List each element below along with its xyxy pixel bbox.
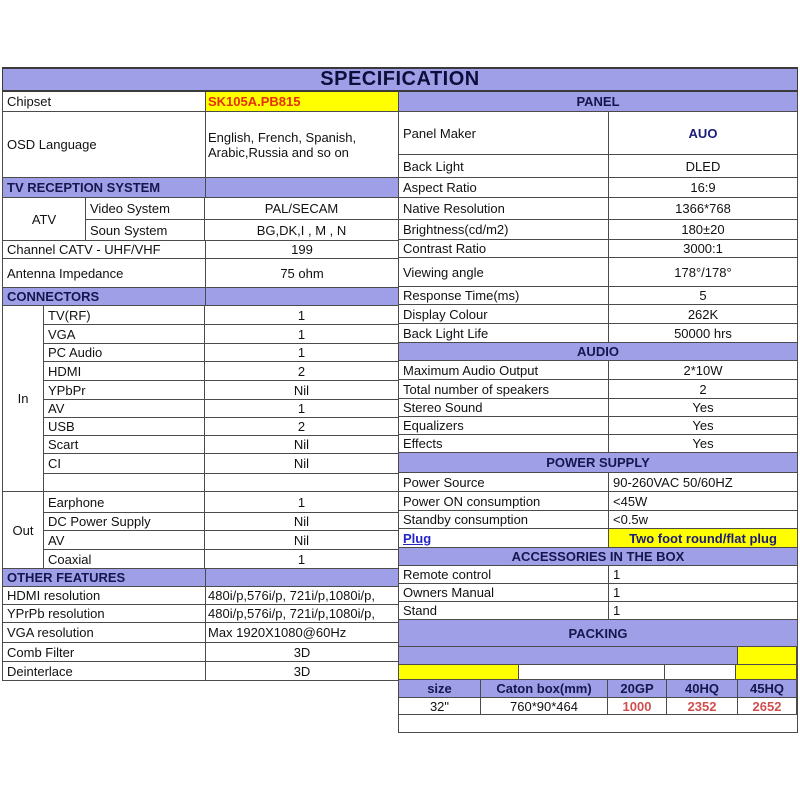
packing-spacer-purple-cell	[399, 647, 738, 664]
atv-group	[3, 198, 398, 241]
ypbpr-in-value: Nil	[293, 382, 310, 398]
packing-spacer-row-1	[399, 647, 797, 665]
vga-resolution-label: VGA resolution	[3, 623, 206, 642]
atv-group-rows	[86, 198, 398, 240]
packing-spacer-yellow-cell-left	[399, 665, 519, 679]
packing-bottom-empty-cell	[399, 715, 797, 732]
connectors-in-group	[3, 306, 398, 492]
ypbpr-in-label: YPbPr	[44, 381, 205, 399]
power-on-consumption-label: Power ON consumption	[399, 492, 609, 510]
contrast-ratio-label: Contrast Ratio	[399, 240, 609, 257]
av-in-value: 1	[297, 401, 306, 416]
row-in-empty	[44, 474, 398, 491]
stand-value: 1	[613, 603, 621, 618]
back-light-value: DLED	[685, 158, 721, 174]
row-scart-in	[44, 436, 398, 454]
comb-filter-label: Comb Filter	[3, 643, 206, 661]
total-speakers-value: 2	[699, 381, 707, 397]
antenna-impedance-value: 75 ohm	[280, 265, 324, 281]
in-empty-label	[44, 474, 205, 491]
back-light-life-label: Back Light Life	[399, 324, 609, 342]
brightness-value: 180±20	[681, 222, 725, 237]
section-power-supply	[399, 453, 797, 473]
video-system-label: Video System	[86, 198, 205, 219]
hdmi-in-value: 2	[297, 363, 306, 379]
packing-spacer-white-cell-1	[519, 665, 665, 679]
earphone-label: Earphone	[44, 492, 205, 512]
standby-consumption-label: Standby consumption	[399, 511, 609, 528]
packing-spacer-yellow-cell-right	[738, 647, 797, 664]
sound-system-value: BG,DK,I , M , N	[256, 222, 347, 238]
table-columns	[2, 92, 798, 733]
left-column	[2, 92, 398, 681]
section-other-features	[3, 569, 398, 587]
osd-language-label: OSD Language	[3, 112, 206, 177]
aspect-ratio-value: 16:9	[690, 180, 716, 195]
section-packing	[399, 620, 797, 647]
section-tv-reception	[3, 178, 398, 198]
row-tv-rf	[44, 306, 398, 325]
equalizers-value: Yes	[692, 418, 714, 433]
packing-spacer-white-cell-2	[665, 665, 736, 679]
contrast-ratio-value: 3000:1	[683, 241, 723, 256]
row-ypbpr-in	[44, 381, 398, 400]
dc-power-supply-value: Nil	[293, 514, 310, 529]
packing-spacer-yellow-cell-right-2	[736, 665, 797, 679]
section-audio	[399, 343, 797, 361]
row-hdmi-in	[44, 362, 398, 381]
row-comb-filter	[3, 643, 398, 662]
row-native-resolution	[399, 198, 797, 220]
row-dc-power-supply	[44, 513, 398, 531]
plug-value: Two foot round/flat plug	[609, 529, 797, 547]
packing-header: PACKING	[399, 620, 797, 646]
row-plug	[399, 529, 797, 548]
connectors-header: CONNECTORS	[3, 288, 206, 305]
row-vga-resolution	[3, 623, 398, 643]
row-max-audio-output	[399, 361, 797, 380]
power-source-label: Power Source	[399, 473, 609, 491]
packing-bottom-empty-row	[399, 715, 797, 733]
scart-in-value: Nil	[293, 437, 310, 452]
display-colour-label: Display Colour	[399, 305, 609, 323]
chipset-value: SK105A.PB815	[206, 92, 398, 111]
osd-language-value: English, French, Spanish, Arabic,Russia and so on	[208, 129, 357, 160]
coaxial-value: 1	[297, 551, 306, 567]
packing-col-size: size	[399, 680, 481, 697]
row-contrast-ratio	[399, 240, 797, 258]
out-group-label: Out	[3, 492, 44, 568]
row-pc-audio	[44, 344, 398, 362]
section-connectors	[3, 288, 398, 306]
panel-maker-value: AUO	[688, 125, 718, 141]
specification-table	[2, 67, 798, 733]
vga-in-label: VGA	[44, 325, 205, 343]
audio-header: AUDIO	[399, 343, 797, 360]
row-av-out	[44, 531, 398, 550]
effects-label: Effects	[399, 435, 609, 452]
hdmi-resolution-value: 480i/p,576i/p, 721i/p,1080i/p,	[208, 588, 375, 603]
row-equalizers	[399, 417, 797, 435]
row-chipset	[3, 92, 398, 112]
atv-group-label: ATV	[3, 198, 86, 240]
row-stand	[399, 602, 797, 620]
in-empty-value	[205, 474, 398, 491]
video-system-value: PAL/SECAM	[264, 201, 339, 216]
packing-col-carton-box: Caton box(mm)	[481, 680, 608, 697]
hdmi-resolution-label: HDMI resolution	[3, 587, 206, 604]
viewing-angle-value: 178°/178°	[674, 264, 732, 280]
row-antenna-impedance	[3, 259, 398, 288]
equalizers-label: Equalizers	[399, 417, 609, 434]
row-ci-in	[44, 454, 398, 474]
packing-carton-box-value: 760*90*464	[481, 698, 608, 714]
row-panel-maker	[399, 112, 797, 155]
other-features-header-spacer	[206, 569, 398, 586]
coaxial-label: Coaxial	[44, 550, 205, 568]
av-out-label: AV	[44, 531, 205, 549]
total-speakers-label: Total number of speakers	[399, 380, 609, 398]
stereo-sound-label: Stereo Sound	[399, 399, 609, 416]
earphone-value: 1	[297, 494, 306, 510]
connectors-header-spacer	[206, 288, 398, 305]
row-earphone	[44, 492, 398, 513]
back-light-label: Back Light	[399, 155, 609, 177]
row-yprpb-resolution	[3, 605, 398, 623]
vga-resolution-value: Max 1920X1080@60Hz	[208, 625, 347, 640]
comb-filter-value: 3D	[293, 644, 311, 660]
scart-in-label: Scart	[44, 436, 205, 453]
remote-control-value: 1	[613, 567, 621, 582]
native-resolution-value: 1366*768	[675, 201, 731, 216]
row-viewing-angle	[399, 258, 797, 287]
pc-audio-label: PC Audio	[44, 344, 205, 361]
owners-manual-label: Owners Manual	[399, 584, 609, 601]
owners-manual-value: 1	[613, 585, 621, 600]
row-stereo-sound	[399, 399, 797, 417]
hdmi-in-label: HDMI	[44, 362, 205, 380]
row-total-speakers	[399, 380, 797, 399]
row-channel-catv	[3, 241, 398, 259]
row-effects	[399, 435, 797, 453]
deinterlace-value: 3D	[293, 663, 311, 679]
row-coaxial	[44, 550, 398, 568]
usb-in-value: 2	[297, 419, 306, 434]
connectors-out-group	[3, 492, 398, 569]
packing-col-40hq: 40HQ	[667, 680, 738, 697]
stereo-sound-value: Yes	[692, 400, 714, 415]
out-group-rows	[44, 492, 398, 568]
row-brightness	[399, 220, 797, 240]
ci-in-value: Nil	[293, 456, 310, 471]
antenna-impedance-label: Antenna Impedance	[3, 259, 206, 287]
tv-reception-header-spacer	[206, 178, 398, 197]
packing-col-20gp: 20GP	[608, 680, 667, 697]
packing-size-value: 32"	[399, 698, 481, 714]
page-title: SPECIFICATION	[2, 67, 798, 92]
row-aspect-ratio	[399, 178, 797, 198]
accessories-header: ACCESSORIES IN THE BOX	[399, 548, 797, 565]
row-video-system	[86, 198, 398, 220]
brightness-label: Brightness(cd/m2)	[399, 220, 609, 239]
yprpb-resolution-label: YPrPb resolution	[3, 605, 206, 622]
display-colour-value: 262K	[687, 306, 719, 322]
in-group-label: In	[3, 306, 44, 491]
remote-control-label: Remote control	[399, 566, 609, 583]
packing-col-45hq: 45HQ	[738, 680, 797, 697]
channel-catv-label: Channel CATV - UHF/VHF	[3, 241, 206, 258]
power-on-consumption-value: <45W	[613, 493, 648, 509]
other-features-header: OTHER FEATURES	[3, 569, 206, 586]
in-group-rows	[44, 306, 398, 491]
av-in-label: AV	[44, 400, 205, 417]
dc-power-supply-label: DC Power Supply	[44, 513, 205, 530]
packing-40hq-value: 2352	[667, 698, 738, 714]
power-source-value: 90-260VAC 50/60HZ	[613, 474, 733, 490]
row-standby-consumption	[399, 511, 797, 529]
av-out-value: Nil	[293, 532, 310, 548]
row-hdmi-resolution	[3, 587, 398, 605]
row-power-source	[399, 473, 797, 492]
vga-in-value: 1	[297, 326, 306, 342]
row-response-time	[399, 287, 797, 305]
packing-table-header-row	[399, 680, 797, 698]
packing-spacer-row-2	[399, 665, 797, 680]
section-panel	[399, 92, 797, 112]
deinterlace-label: Deinterlace	[3, 662, 206, 680]
channel-catv-value: 199	[291, 242, 313, 257]
max-audio-output-label: Maximum Audio Output	[399, 361, 609, 379]
row-display-colour	[399, 305, 797, 324]
ci-in-label: CI	[44, 454, 205, 473]
tv-rf-label: TV(RF)	[44, 306, 205, 324]
aspect-ratio-label: Aspect Ratio	[399, 178, 609, 197]
back-light-life-value: 50000 hrs	[674, 325, 732, 341]
packing-table-values-row	[399, 698, 797, 715]
row-back-light	[399, 155, 797, 178]
viewing-angle-label: Viewing angle	[399, 258, 609, 286]
row-remote-control	[399, 566, 797, 584]
row-power-on-consumption	[399, 492, 797, 511]
sound-system-label: Soun System	[86, 220, 205, 240]
row-vga-in	[44, 325, 398, 344]
row-osd-language	[3, 112, 398, 178]
row-back-light-life	[399, 324, 797, 343]
yprpb-resolution-value: 480i/p,576i/p, 721i/p,1080i/p,	[208, 606, 375, 621]
tv-reception-header: TV RECEPTION SYSTEM	[3, 178, 206, 197]
tv-rf-value: 1	[297, 307, 306, 323]
response-time-label: Response Time(ms)	[399, 287, 609, 304]
effects-value: Yes	[692, 436, 714, 451]
row-av-in	[44, 400, 398, 418]
section-accessories	[399, 548, 797, 566]
usb-in-label: USB	[44, 418, 205, 435]
row-owners-manual	[399, 584, 797, 602]
max-audio-output-value: 2*10W	[683, 362, 723, 378]
pc-audio-value: 1	[297, 345, 306, 360]
panel-header: PANEL	[399, 92, 797, 111]
power-supply-header: POWER SUPPLY	[399, 453, 797, 472]
packing-45hq-value: 2652	[738, 698, 797, 714]
standby-consumption-value: <0.5w	[613, 512, 649, 527]
stand-label: Stand	[399, 602, 609, 619]
row-sound-system	[86, 220, 398, 240]
native-resolution-label: Native Resolution	[399, 198, 609, 219]
panel-maker-label: Panel Maker	[399, 112, 609, 154]
row-usb-in	[44, 418, 398, 436]
plug-label: Plug	[399, 529, 609, 547]
row-deinterlace	[3, 662, 398, 681]
chipset-label: Chipset	[3, 92, 206, 111]
packing-20gp-value: 1000	[608, 698, 667, 714]
response-time-value: 5	[699, 288, 707, 303]
right-column	[398, 92, 798, 733]
